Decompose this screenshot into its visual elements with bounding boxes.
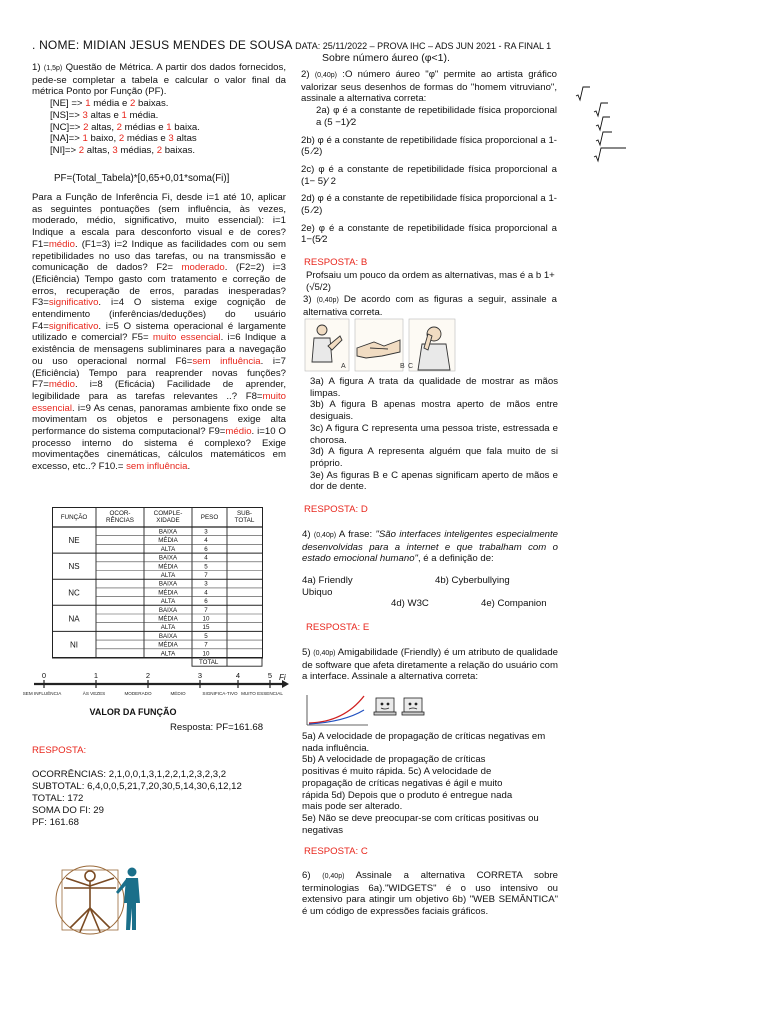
table-header: XIDADE [156,517,180,524]
q2-option-c: 2c) φ é a constante de repetibilidade física proporcional a (1− 5)⁄ 2 [301,163,557,187]
q1-rule [50,110,286,122]
question-3 [303,294,557,318]
table-weight: 10 [202,650,210,658]
rule-text: médias e [124,133,169,145]
rule-code: [NE] => [50,98,86,110]
q1-rules [32,98,286,157]
sqrt-symbols [574,86,634,166]
pf-answer: Resposta: PF=161.68 [170,722,264,733]
scale-label: MÉDIO [170,691,186,696]
q2-number: 2) [301,69,310,80]
student-name: . NOME: MIDIAN JESUS MENDES DE SOUSA [32,38,293,52]
fi-rating: significativo [48,320,99,332]
q4-option-e: 4e) Companion [481,598,547,609]
q4-option-a: 4a) Friendly [302,575,353,586]
inference-function-paragraph [32,192,286,473]
q1-rule [50,145,286,157]
table-weight: 4 [204,537,208,545]
fi-rating: significativo [48,297,99,309]
q5-option-line: 5a) A velocidade de propagação de críticas negativas em nada influência. [302,731,546,754]
q3-option: 3d) A figura A representa alguém que fala muito de si próprio. [310,446,558,469]
fi-text: . (F2=2) i=3 (Eficiência) Tempo gasto com tratamento e correção de erros, recuperação de erros, paradas inesperadas? F3= [32,262,286,309]
fi-rating: sem influência [192,355,261,367]
q1-points: (1,5p) [43,65,63,72]
scale-label: ÀS VEZES [82,691,106,696]
rule-text: baixas. [135,98,169,110]
fi-rating: médio [48,238,75,250]
rule-text: altas, [84,144,113,156]
table-weight: 3 [204,580,208,588]
table-complexity: ALTA [160,624,176,632]
scale-number: 1 [93,671,99,680]
table-header: PESO [200,514,219,521]
scale-number: 5 [267,671,273,680]
scale-number: 3 [197,671,203,680]
vitruvian-man-figure [50,858,150,938]
exam-info: DATA: 25/11/2022 – PROVA IHC – ADS JUN 2021 - RA FINAL 1 [292,41,552,51]
rule-text: altas e [87,109,122,121]
metric-table [52,507,284,667]
q1-rule [50,133,286,145]
q3-number: 3) [303,294,312,305]
table-header: COMPLE- [153,510,183,517]
rule-text: baixo, [87,133,119,145]
rule-text: baixas. [162,144,196,156]
rule-text: altas, [88,121,117,133]
question-1 [32,62,286,184]
answer-line: PF: 161.68 [32,817,79,828]
answer-line: TOTAL: 172 [32,793,84,804]
q5-option-line: 5b) A velocidade de propagação de críticas [302,754,486,766]
table-function: NC [68,588,80,598]
fi-text: . i=7 (Eficiência) Tempo para reaprender novas funções? F7= [32,355,286,391]
rule-code: [NS]=> [50,109,83,121]
function-value-scale [22,670,290,722]
q3-option: 3c) A figura C representa uma pessoa triste, estressada e chorosa. [310,422,558,446]
scale-number: 2 [145,671,151,680]
fi-text: . (F1=3) i=2 Indique as facilidades com ou sem repetibilidades no uso das tarefas, ou na transmissão e comunicação de dados? F2= [32,238,286,274]
fi-rating: moderado [181,262,225,274]
q6-text: Assinale a alternativa CORRETA sobre terminologias 6a)."WIDGETS" é o uso intensivo ou extensivo para atingir um objetivo 6b) "WEB SEMÂNTICA" é um código de expressões faciais gráficos. [302,870,558,918]
rule-text: altas [173,133,197,145]
table-weight: 4 [204,589,208,597]
table-weight: 4 [204,554,208,562]
rule-count: 3 [82,109,88,121]
scale-label: SEM INFLUÊNCIA [22,691,62,696]
q4-pre: A frase: [336,529,376,540]
rule-count: 2 [130,98,136,110]
q1-formula: PF=(Total_Tabela)*[0,65+0,01*soma(Fi)] [54,172,230,184]
fi-rating: médio [225,426,252,438]
table-header: OCOR- [109,510,131,517]
q5-option-line: 5e) Não se deve preocupar-se com críticas positivas ou negativas [302,812,539,836]
q2-note: Profsaiu um pouco da ordem as alternativas, mas é a b 1+(√5/2) [306,270,555,293]
rule-count: 2 [118,133,125,145]
table-weight: 7 [204,572,208,579]
q1-intro: Questão de Métrica. A partir dos dados fornecidos, pede-se completar a tabela e calcular o valor final da métrica Ponto por Função (PF). [32,62,286,98]
question-4 [302,529,558,565]
table-complexity: BAIXA [158,606,178,614]
q2-points: (0,40p) [314,72,337,79]
question-5 [302,647,558,683]
q6-points: (0,40p) [322,873,345,880]
table-header: TOTAL [234,517,255,524]
fi-text: . i=5 O sistema operacional é largamente utilizado e comercial? F5= [32,320,286,344]
q3-option: 3e) As figuras B e C apenas significam aperto de mãos e dor de dente. [310,469,558,493]
rule-code: [NC]=> [50,121,84,133]
fi-text: . [187,461,191,473]
q4-option-d: 4d) W3C [391,598,429,609]
table-function: NI [70,640,78,650]
rule-code: [NA]=> [50,133,83,145]
q2-option-a: 2a) φ é a constante de repetibilidade física proporcional a (5 −1)⁄2 [316,105,557,128]
q5-options [302,731,558,836]
q1-answer-label: RESPOSTA: [32,745,87,756]
scale-number: 0 [41,671,47,680]
table-function: NE [68,536,80,546]
answer-line: SUBTOTAL: 6,4,0,0,5,21,7,20,30,5,14,30,6,12,12 [32,781,242,792]
q4-number: 4) [302,529,311,540]
q1-rule [50,98,286,110]
fi-text: . i=6 Indique a existência de mensagens subliminares para a navegação ou uso operacional normal F6= [32,332,287,367]
table-function: NS [68,562,80,572]
scale-label: SIGNIFICA-TIVO [202,691,238,696]
q3-text: De acordo com as figuras a seguir, assinale a alternativa correta. [303,294,558,318]
fi-rating: muito essencial [32,390,286,414]
table-complexity: MÉDIA [158,537,178,545]
q1-number: 1) [32,62,41,73]
table-weight: 6 [204,545,208,553]
q2-text: :O número áureo "φ" permite ao artista gráfico valorizar seus desenhos de formas do "homem vitruviano", assinale a alternativa correta: [301,69,557,105]
table-weight: 5 [204,632,208,640]
rule-text: médias e [122,121,167,133]
table-weight: 10 [202,615,210,623]
table-weight: 3 [204,528,208,536]
fi-text: Para a Função de Inferência Fi, desde i=1 até 10, aplicar as seguintes pontuações (sem influência, às vezes, moderado, médio, significativo, muito essencial): i=1 Indique a escala para desconforto visual e de cores? F1= [32,192,286,250]
q3-answer: RESPOSTA: D [304,504,368,515]
q3-figures [304,318,456,372]
table-weight: 15 [202,624,210,632]
q3-option: 3a) A figura A trata da qualidade de mostrar as mãos limpas. [310,376,558,399]
fi-rating: sem influência [126,461,188,473]
table-header: FUNÇÃO [60,514,88,521]
q2-option-b: 2b) φ é a constante de repetibilidade física proporcional a 1-(5 ⁄2) [301,134,557,158]
fi-text: . i=8 (Eficácia) Facilidade de aprender, legibilidade para as tarefas relevantes ..? F8= [32,379,286,402]
growth-chart-figure [307,695,368,725]
q5-text: Amigabilidade (Friendly) é um atributo de qualidade de software que afeta diretamente a relação do usuário com a interface. Assinale a alternativa correta: [302,647,558,683]
q5-points: (0,40p) [313,650,336,657]
table-complexity: ALTA [160,545,176,553]
question-6 [302,870,558,918]
q4-option-c: Ubiquo [302,587,333,598]
scale-label: MUITO ESSENCIAL [241,691,283,696]
table-complexity: BAIXA [158,554,178,562]
q2-answer: RESPOSTA: B [304,257,368,268]
q2-option-e: 2e) φ é a constante de repetibilidade física proporcional a 1−(5⁄2 [301,222,557,246]
table-border [53,508,263,659]
q5-number: 5) [302,647,311,658]
q5-figures [304,692,434,728]
scale-number: 4 [235,671,241,680]
fig-label-a: A [341,363,346,370]
rule-count: 1 [121,109,127,121]
rule-count: 3 [112,144,118,156]
rule-count: 2 [78,144,85,156]
table-complexity: MÉDIA [158,641,178,649]
q5-answer: RESPOSTA: C [304,846,368,857]
fig-label-b: B [400,363,405,370]
fig-label-c: C [408,363,414,370]
q3-options [310,376,558,493]
rule-text: média. [126,109,159,121]
table-weight: 7 [204,641,208,649]
fi-text: . i=4 O sistema exige cognição de entendimento (inferências/deduções) do usuário F4= [32,297,286,332]
q5-option-line: mais pode ser alterado. [302,801,403,813]
table-complexity: MÉDIA [158,563,178,571]
rule-count: 1 [85,98,91,110]
q5-option-line: positivas é muito rápida. 5c) A velocidade de [302,766,492,778]
q5-option-line: propagação de críticas negativas é ágil e muito [302,777,503,789]
scale-label: MODERADO [124,691,152,696]
q2-option-d: 2d) φ é a constante de repetibilidade física proporcional a 1-(5 ⁄2) [301,193,557,217]
fi-rating: muito essencial [152,332,221,344]
rule-count: 2 [83,121,89,133]
table-weight: 5 [204,563,208,571]
rule-code: [NI]=> [50,144,79,156]
q4-answer: RESPOSTA: E [306,622,370,633]
table-complexity: ALTA [160,598,176,606]
q6-number: 6) [302,870,311,881]
fi-text: . i=9 As cenas, panoramas ambiente fixo onde se movimentam os objetos e personagens exige alta performance do sistema computacional? F9= [32,402,286,438]
q4-post: , é a definição de: [417,553,494,565]
rule-count: 1 [166,121,172,133]
table-complexity: MÉDIA [158,615,178,623]
rule-count: 2 [156,144,163,156]
rule-count: 2 [116,121,123,133]
q1-answer-lines [32,769,242,829]
table-complexity: MÉDIA [158,589,178,597]
q5-option-line: rápida 5d) Depois que o produto é entregue nada [302,789,513,801]
q1-rule [50,122,286,134]
table-header: RÊNCIAS [106,517,134,524]
answer-line: OCORRÊNCIAS: 2,1,0,0,1,3,1,2,2,1,2,3,2,3,2 [32,769,227,780]
table-complexity: ALTA [160,572,176,579]
table-function: NA [68,614,80,624]
golden-ratio-subtitle: Sobre número áureo (φ<1). [322,52,450,64]
table-complexity: BAIXA [158,632,178,640]
rule-text: baixa. [171,121,200,133]
rule-text: média e [90,98,131,110]
table-complexity: ALTA [160,650,176,658]
rule-text: médias, [117,144,157,156]
table-header: SUB- [236,510,253,517]
table-complexity: BAIXA [158,580,178,588]
question-2 [301,69,557,246]
table-complexity: BAIXA [158,528,178,536]
q4-quote: "São interfaces inteligentes especialmente desenvolvidas para a internet e que trabalham com o estado emocional humano" [302,529,558,565]
rule-count: 3 [168,133,174,145]
q4-option-b: 4b) Cyberbullying [435,575,510,586]
answer-line: SOMA DO FI: 29 [32,805,104,816]
fi-rating: médio [48,379,75,391]
fi-text: . i=10 O processo interno do sistema é complexo? Exige movimentações cinemáticas, cálculos matemáticos em excesso, etc..? F10.= [32,426,286,473]
scale-title: VALOR DA FUNÇÃO [89,707,177,717]
table-weight: 6 [204,598,208,606]
table-total-label: TOTAL [199,659,219,666]
rule-count: 1 [82,133,88,145]
q3-points: (0,40p) [316,297,339,304]
q4-points: (0,40p) [313,532,337,539]
page-header [32,38,752,52]
laptop-emoticon-figure [374,698,424,715]
q3-option: 3b) A figura B apenas mostra aperto de mãos entre desiguais. [310,399,558,423]
table-weight: 7 [204,606,208,614]
scale-fi-label: Fi [279,673,286,682]
